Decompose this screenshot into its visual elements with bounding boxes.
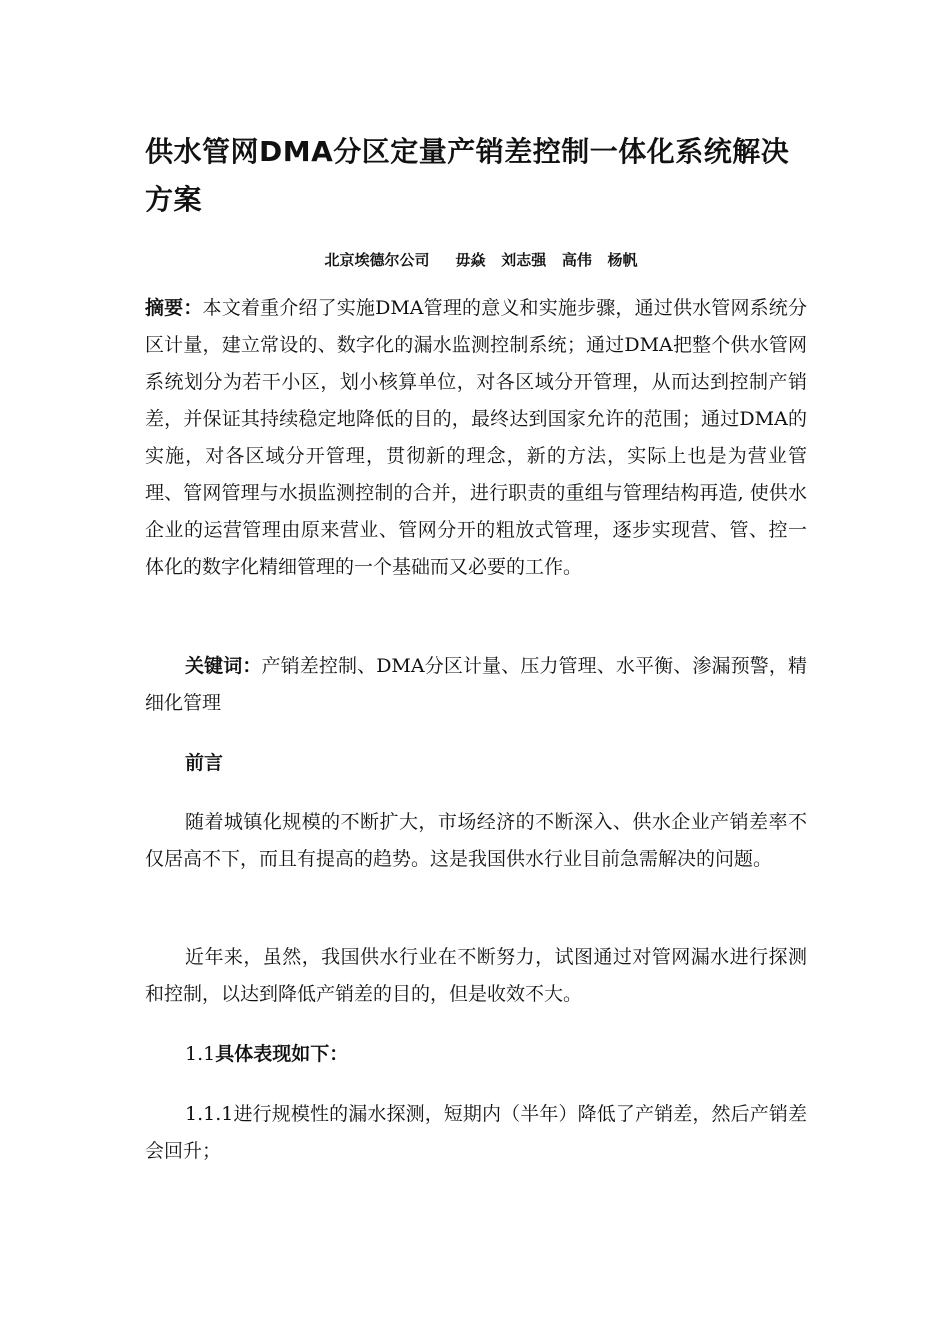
abstract-text: 本文着重介绍了实施DMA管理的意义和实施步骤，通过供水管网系统分区计量，建立常设的、数字化的漏水监测控制系统；通过DMA把整个供水管网系统划分为若干小区，划小核算单位，对各区域分开管理，从而达到控制产销差，并保证其持续稳定地降低的目的，最终达到国家允许的范围；通过DMA的实施，对各区域分开管理，贯彻新的理念，新的方法，实际上也是为营业管理、管网管理与水损监测控制的合并，进行职责的重组与管理结构再造, 使供水企业的运营管理由原来营业、管网分开的粗放式管理，逐步实现营、管、控一体化的数字化精细管理的一个基础而又必要的工作。 (145, 297, 807, 578)
section-heading-text: 具体表现如下： (215, 1043, 349, 1065)
abstract-paragraph (145, 290, 807, 586)
preface-heading: 前言 (185, 752, 224, 774)
keywords-text: 产销差控制、DMA分区计量、压力管理、水平衡、渗漏预警，精细化管理 (145, 655, 807, 714)
document-title: 供水管网DMA分区定量产销差控制一体化系统解决方案 (145, 135, 790, 216)
item-number: 1.1.1 (185, 1103, 234, 1125)
keywords-label: 关键词： (185, 655, 262, 677)
intro-paragraph-1: 随着城镇化规模的不断扩大，市场经济的不断深入、供水企业产销差率不仅居高不下，而且有提高的趋势。这是我国供水行业目前急需解决的问题。 (145, 811, 807, 870)
list-item-1-1-1 (145, 1096, 807, 1170)
abstract-label: 摘要： (145, 297, 203, 319)
intro-paragraph-2: 近年来，虽然，我国供水行业在不断努力，试图通过对管网漏水进行探测和控制，以达到降低产销差的目的，但是收效不大。 (145, 946, 807, 1005)
item-text: 进行规模性的漏水探测，短期内（半年）降低了产销差，然后产销差会回升； (145, 1103, 807, 1162)
section-number: 1.1 (185, 1043, 216, 1065)
author-line: 北京埃德尔公司 毋焱 刘志强 高伟 杨帆 (324, 251, 638, 269)
section-heading-1-1 (145, 1036, 807, 1073)
keywords-paragraph (145, 648, 807, 722)
